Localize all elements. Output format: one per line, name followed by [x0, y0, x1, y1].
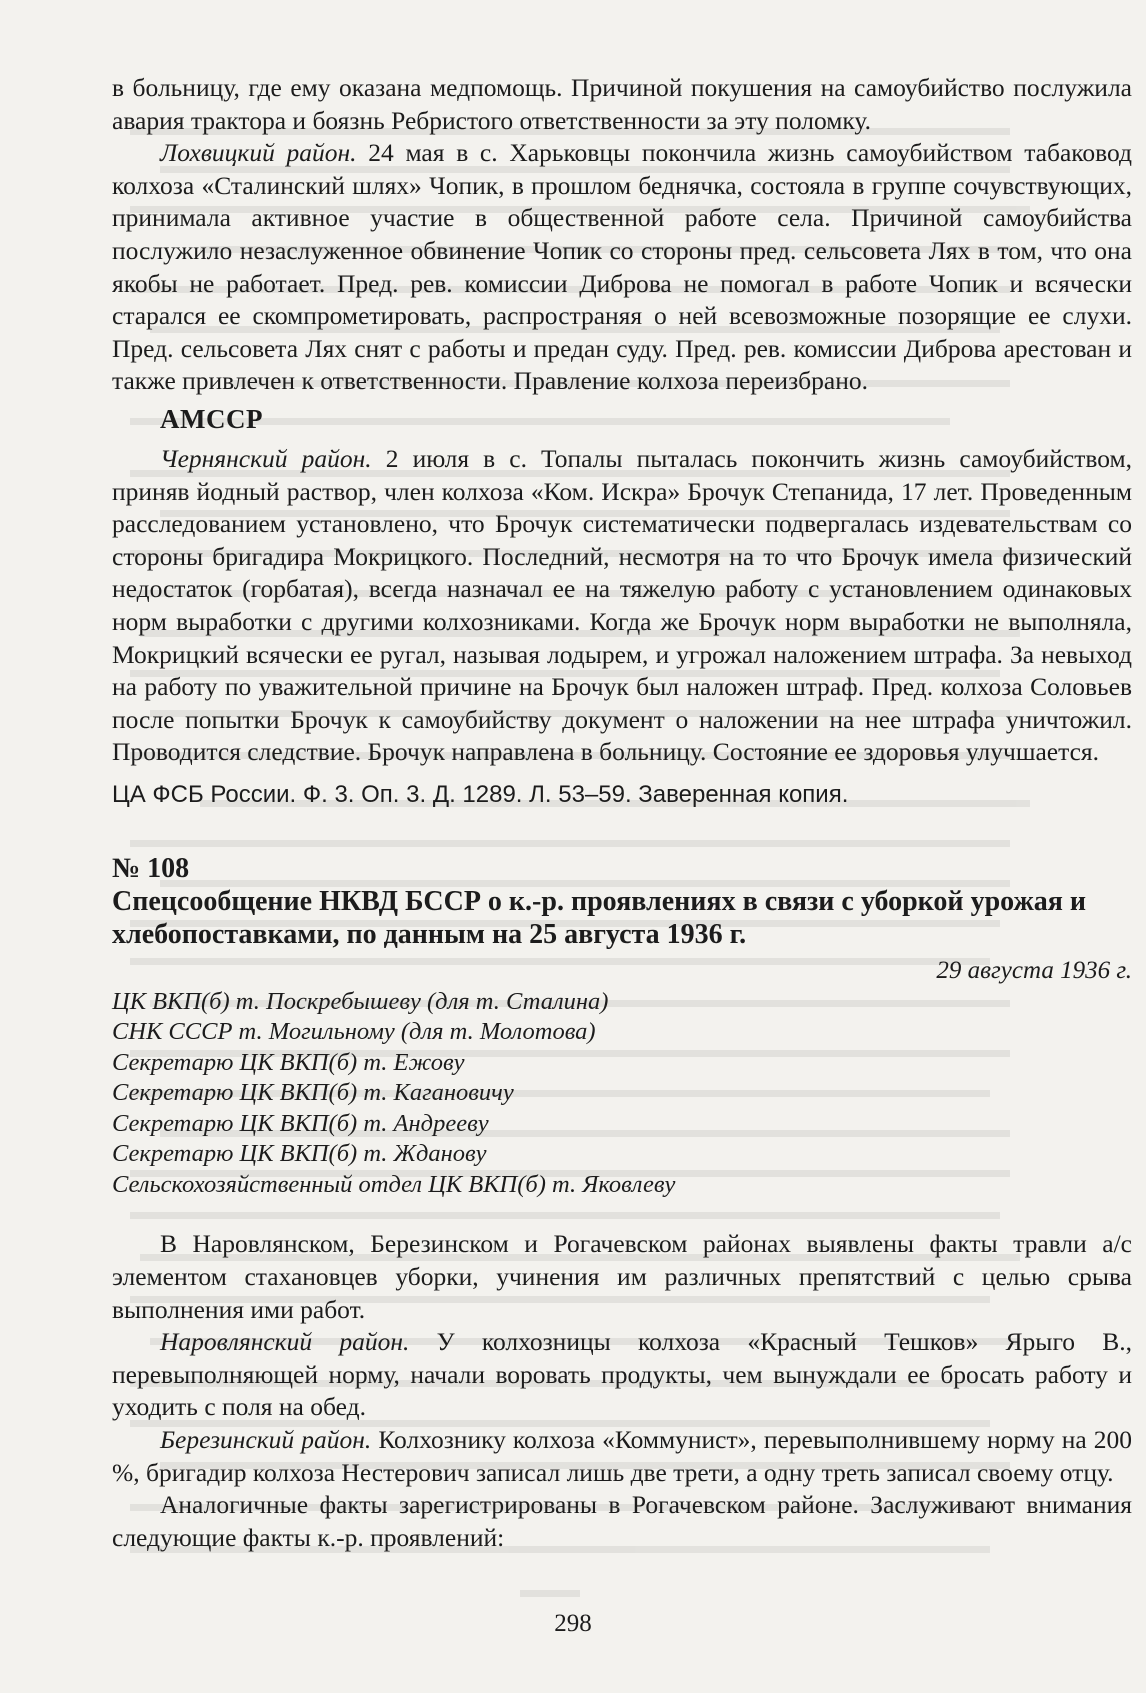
- paragraph-text: 2 июля в с. Топалы пыталась покончить жизнь самоубийством, приняв йодный раствор, член колхоза «Ком. Искра» Брочук Степанида, 17 лет. Проведенным расследованием установлено, что Брочук систематически подвергалась издевательствам со стороны бригадира Мокрицкого. Последний, несмотря на то что Брочук имела физический недостаток (горбатая), всегда назначал ее на тяжелую работу с установлением одинаковых норм выработки с другими колхозниками. Когда же Брочук норм выработки не выполняла, Мокрицкий всячески ее ругал, называя лодырем, и угрожал наложением штрафа. За невыход на работу по уважительной причине на Брочук был наложен штраф. Пред. колхоза Соловьев после попытки Брочук к самоубийству документ о наложении на нее штрафа уничтожил. Проводится следствие. Брочук направлена в больницу. Состояние ее здоровья улучшается.: [112, 443, 1132, 767]
- document-date: 29 августа 1936 г.: [936, 956, 1132, 984]
- document-body: [112, 1228, 1132, 1554]
- document-title: Спецсообщение НКВД БССР о к.-р. проявлениях в связи с уборкой урожая и хлебопоставками, по данным на 25 августа 1936 г.: [112, 885, 1087, 950]
- page-number: 298: [554, 1610, 592, 1637]
- district-name: Чернянский район.: [160, 443, 372, 473]
- district-name: Лохвицкий район.: [160, 138, 357, 168]
- district-name: Березинский район.: [160, 1424, 372, 1454]
- paragraph-text: У колхозницы колхоза «Красный Тешков» Ярыго В., перевыполняющей норму, начали воровать продукты, чем вынуждали ее бросать работу и уходить с поля на обед.: [112, 1327, 1132, 1422]
- district-name: Наровлянский район.: [160, 1327, 410, 1357]
- paragraph-lokhvitsky: [112, 137, 1132, 398]
- paragraph-narovlya: [112, 1326, 1132, 1424]
- paragraph-berezino: [112, 1424, 1132, 1489]
- addressee: Сельскохозяйственный отдел ЦК ВКП(б) т. Яковлеву: [112, 1170, 676, 1198]
- addressee-list: [112, 987, 1132, 1201]
- document-number: № 108: [112, 852, 190, 884]
- section-heading-amssr: АМССР: [160, 403, 263, 434]
- addressee: ЦК ВКП(б) т. Поскребышеву (для т. Сталина): [112, 987, 609, 1015]
- addressee: Секретарю ЦК ВКП(б) т. Ежову: [112, 1048, 465, 1076]
- addressee: Секретарю ЦК ВКП(б) т. Жданову: [112, 1140, 487, 1168]
- addressee: Секретарю ЦК ВКП(б) т. Кагановичу: [112, 1079, 514, 1107]
- main-text-column: [112, 72, 1132, 1554]
- paragraph-chernyansky: [112, 443, 1132, 769]
- paragraph-intro: В Наровлянском, Березинском и Рогачевском районах выявлены факты травли а/с элементом стахановцев уборки, учинения им различных препятствий с целью срыва выполнения ими работ.: [112, 1229, 1132, 1324]
- addressee: СНК СССР т. Могильному (для т. Молотова): [112, 1018, 596, 1046]
- addressee: Секретарю ЦК ВКП(б) т. Андрееву: [112, 1109, 489, 1137]
- paragraph-text: 24 мая в с. Харьковцы покончила жизнь самоубийством табаковод колхоза «Сталинский шлях» Чопик, в прошлом беднячка, состояла в группе сочувствующих, принимала активное участие в общественной работе села. Причиной самоубийства послужило незаслуженное обвинение Чопик со стороны пред. сельсовета Лях в том, что она якобы не работает. Пред. рев. комиссии Диброва не помогал в работе Чопик и всячески старался ее скомпрометировать, распространяя о ней всевозможные позорящие ее слухи. Пред. сельсовета Лях снят с работы и предан суду. Пред. рев. комиссии Диброва арестован и также привлечен к ответственности. Правление колхоза переизбрано.: [112, 138, 1132, 396]
- paragraph-closing: Аналогичные факты зарегистрированы в Рогачевском районе. Заслуживают внимания следующие факты к.-р. проявлений:: [112, 1490, 1132, 1552]
- paragraph-hospital: в больницу, где ему оказана медпомощь. Причиной покушения на самоубийство послужила авария трактора и боязнь Ребристого ответственности за эту поломку.: [112, 73, 1132, 135]
- paragraph-text: Колхознику колхоза «Коммунист», перевыполнившему норму на 200 %, бригадир колхоза Нестерович записал лишь две трети, а одну треть записал своему отцу.: [112, 1424, 1132, 1487]
- archive-source: ЦА ФСБ России. Ф. 3. Оп. 3. Д. 1289. Л. 53–59. Заверенная копия.: [112, 780, 849, 808]
